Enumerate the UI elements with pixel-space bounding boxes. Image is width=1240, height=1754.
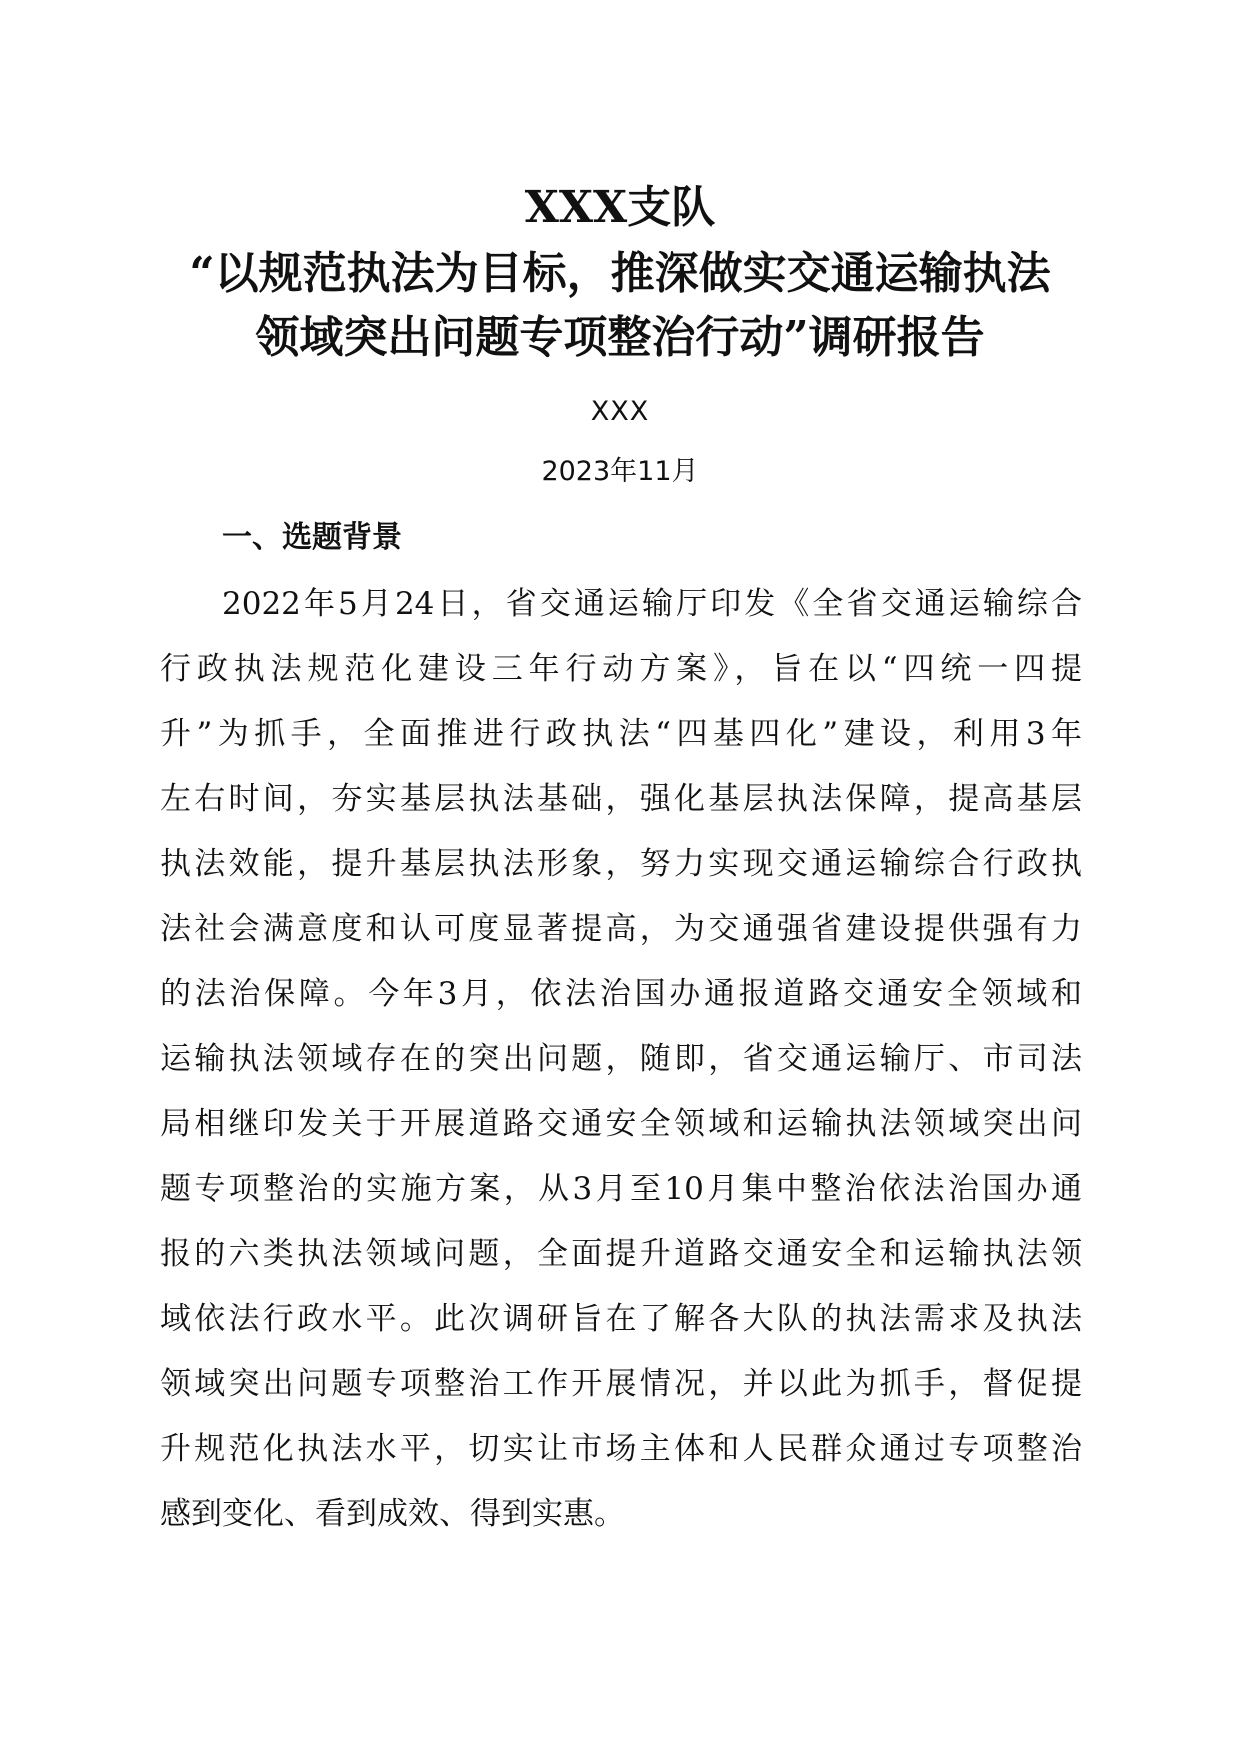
paragraph-line: 升”为抓手，全面推进行政执法“四基四化”建设，利用3年 [160, 716, 1082, 752]
paragraph-line: 题专项整治的实施方案，从3月至10月集中整治依法治国办通 [160, 1171, 1082, 1207]
paragraph-line: 2022年5月24日，省交通运输厅印发《全省交通运输综合 [222, 586, 1082, 622]
author: XXX [590, 396, 650, 427]
paragraph-line: 报的六类执法领域问题，全面提升道路交通安全和运输执法领 [160, 1236, 1082, 1272]
paragraph-line: 运输执法领域存在的突出问题，随即，省交通运输厅、市司法 [160, 1041, 1082, 1077]
paragraph-line: 局相继印发关于开展道路交通安全领域和运输执法领域突出问 [160, 1106, 1082, 1142]
report-date: 2023年11月 [541, 456, 699, 487]
report-title-line-1: XXX支队 [524, 182, 716, 233]
report-title-line-2: “以规范执法为目标，推深做实交通运输执法 [189, 248, 1051, 299]
paragraph-line: 领域突出问题专项整治工作开展情况，并以此为抓手，督促提 [160, 1366, 1082, 1402]
paragraph-line: 域依法行政水平。此次调研旨在了解各大队的执法需求及执法 [160, 1301, 1082, 1337]
section-heading: 一、选题背景 [222, 520, 402, 555]
paragraph-line: 左右时间，夯实基层执法基础，强化基层执法保障，提高基层 [160, 781, 1082, 817]
paragraph-line: 升规范化执法水平，切实让市场主体和人民群众通过专项整治 [160, 1431, 1082, 1467]
paragraph-line: 行政执法规范化建设三年行动方案》，旨在以“四统一四提 [160, 651, 1082, 687]
report-title-line-3: 领域突出问题专项整治行动”调研报告 [255, 312, 985, 363]
paragraph-line: 感到变化、看到成效、得到实惠。 [160, 1496, 625, 1532]
paragraph-line: 执法效能，提升基层执法形象，努力实现交通运输综合行政执 [160, 846, 1082, 882]
paragraph-line: 的法治保障。今年3月，依法治国办通报道路交通安全领域和 [160, 976, 1082, 1012]
paragraph-line: 法社会满意度和认可度显著提高，为交通强省建设提供强有力 [160, 911, 1082, 947]
